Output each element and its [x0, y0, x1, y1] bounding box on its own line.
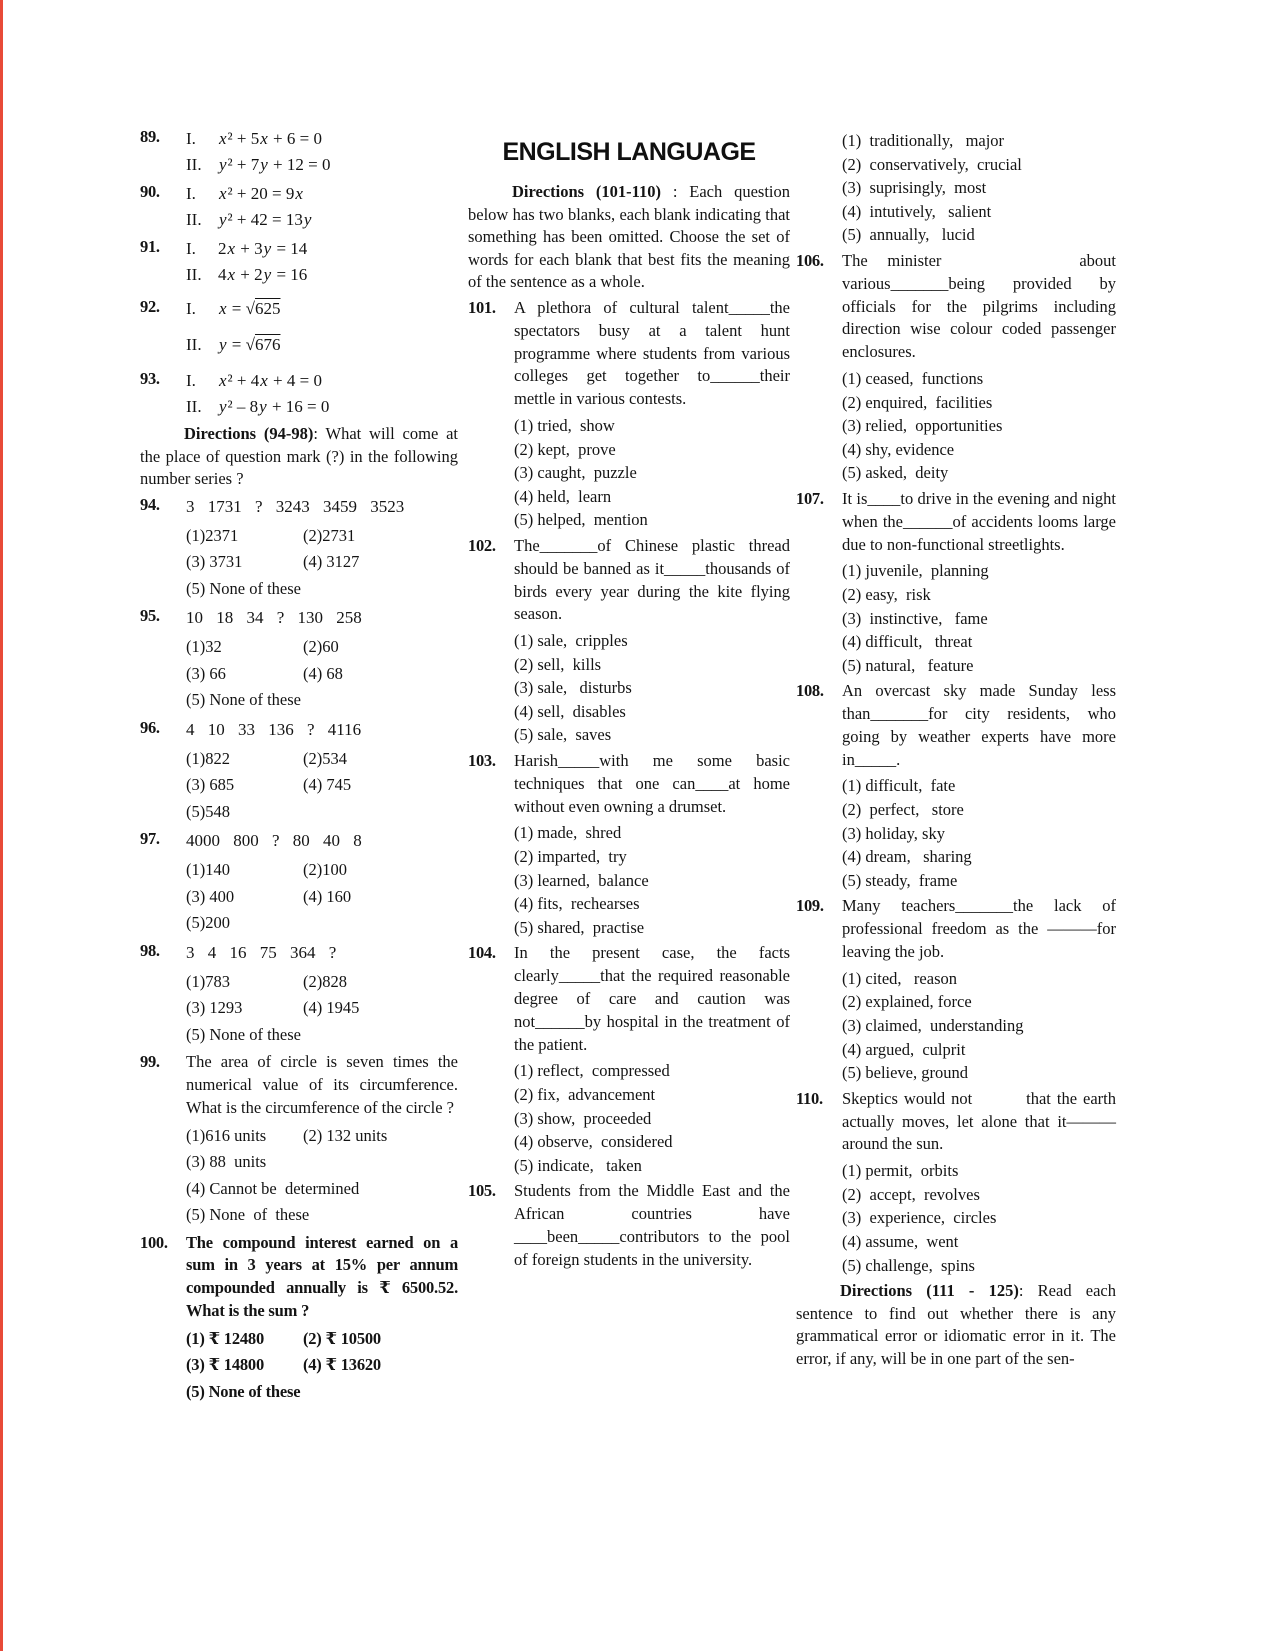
question-number: 96. [140, 717, 160, 737]
option-row [842, 1159, 1116, 1183]
equation-row [186, 296, 458, 322]
option: (3) 3731 [186, 552, 243, 572]
option-row [514, 653, 790, 677]
option: (3) instinctive, fame [842, 608, 988, 628]
option: (5) shared, practise [514, 917, 645, 937]
equation-label: I. [186, 371, 196, 390]
question [796, 895, 1116, 1084]
option-row [842, 798, 1116, 822]
question-body [514, 297, 790, 532]
question-text: An overcast sky made Sunday less than_______for city residents, who going by weather experts have more in_____. [842, 681, 1116, 769]
option: (3) 66 [186, 663, 226, 683]
question-text: The area of circle is seven times the numerical value of its circumference. What is the circumference of the circle ? [186, 1052, 458, 1117]
option: (3) experience, circles [842, 1208, 997, 1228]
option-row [842, 822, 1116, 846]
option: (4) shy, evidence [842, 439, 955, 459]
options [186, 634, 458, 714]
equation: y² + 42 = 13y [219, 210, 312, 229]
option: (5) None of these [186, 690, 302, 710]
option-row [842, 583, 1116, 607]
option: (1)32 [186, 637, 222, 657]
question-text: It is____to drive in the evening and night when the______of accidents looms large due to non-functional streetlights. [842, 488, 1116, 554]
left-margin-line [0, 0, 3, 1651]
question-body [186, 940, 458, 1049]
directions-label: Directions (111 - 125) [840, 1281, 1019, 1301]
directions-text: Directions (101-110) : Each question below has two blanks, each blank indicating that something has been omitted. Choose the set of words for each blank that best fits the meaning of the sentence as a whole. [468, 182, 790, 292]
equation-label: I. [186, 299, 196, 318]
question-body [842, 488, 1116, 677]
options [514, 414, 790, 532]
question-body [186, 828, 458, 937]
option: (1) made, shred [514, 823, 622, 843]
equation-label: II. [186, 397, 202, 416]
question-number: 105. [468, 1181, 496, 1201]
equation-row [186, 181, 458, 207]
question [140, 717, 458, 826]
question-body [514, 1180, 790, 1271]
option: (5) asked, deity [842, 463, 949, 483]
equation: y² – 8y + 16 = 0 [219, 397, 330, 416]
question-body [842, 250, 1116, 485]
option-row [186, 1326, 458, 1353]
option: (3) show, proceeded [514, 1108, 652, 1128]
equation-label: II. [186, 210, 202, 229]
question-number: 99. [140, 1052, 160, 1072]
question-body [514, 535, 790, 747]
question [796, 488, 1116, 677]
question-text: The_______of Chinese plastic thread should be banned as it_____thousands of birds every year during the kite flying season. [514, 535, 790, 624]
option: (2) easy, risk [842, 584, 931, 604]
directions-label: Directions (101-110) [512, 182, 662, 201]
options [514, 821, 790, 939]
option: (1) cited, reason [842, 968, 957, 988]
question [796, 1088, 1116, 1277]
options [842, 559, 1116, 677]
question [140, 368, 458, 420]
option: (2) sell, kills [514, 654, 602, 674]
equation: 4x + 2y = 16 [218, 265, 308, 284]
options [842, 367, 1116, 485]
option-row [514, 676, 790, 700]
option-row [842, 607, 1116, 631]
option-row [186, 1379, 458, 1406]
option-row [514, 821, 790, 845]
option-row [514, 629, 790, 653]
equation: x² + 4x + 4 = 0 [219, 371, 322, 390]
option-row [514, 414, 790, 438]
option-row [842, 438, 1116, 462]
question-body [842, 129, 1116, 247]
option: (2) explained, force [842, 992, 972, 1012]
equation-row [186, 126, 458, 152]
question-body [842, 1088, 1116, 1277]
question-number: 95. [140, 606, 160, 626]
option: (4) Cannot be determined [186, 1178, 360, 1198]
question [468, 1180, 790, 1271]
equation-label: I. [186, 239, 196, 258]
option: (2)828 [302, 971, 347, 991]
option-row [186, 576, 458, 603]
option: (3) 88 units [186, 1152, 267, 1172]
option: (1) traditionally, major [842, 131, 1005, 150]
equation: x² + 5x + 6 = 0 [219, 129, 322, 148]
question-body [186, 717, 458, 826]
question-number: 90. [140, 182, 160, 201]
option: (3) caught, puzzle [514, 463, 637, 483]
option-row [186, 884, 458, 911]
option-row [514, 1130, 790, 1154]
option: (3) claimed, understanding [842, 1016, 1024, 1036]
options [186, 857, 458, 937]
option-row [186, 969, 458, 996]
option-row [842, 967, 1116, 991]
question-text: The compound interest earned on a sum in 3 years at 15% per annum compounded annually is ₹ 6500.52. What is the sum ? [186, 1232, 458, 1321]
equation-row [186, 368, 458, 394]
equation-label: I. [186, 184, 196, 203]
equation: y² + 7y + 12 = 0 [219, 155, 331, 174]
equation-row [186, 236, 458, 262]
equation-row [186, 262, 458, 288]
option: (2) imparted, try [514, 847, 627, 867]
option: (3) learned, balance [514, 870, 649, 890]
question-number: 106. [796, 250, 824, 270]
option-row [186, 1123, 458, 1150]
option: (5) None of these [186, 1381, 301, 1401]
option-row [514, 1107, 790, 1131]
number-series: 4000 800 ? 80 40 8 [186, 831, 362, 851]
option: (4) 1945 [302, 998, 360, 1018]
option-row [842, 1038, 1116, 1062]
options [186, 523, 458, 603]
option-row [514, 892, 790, 916]
option: (2) ₹ 10500 [302, 1328, 381, 1348]
option: (3) relied, opportunities [842, 416, 1003, 436]
option: (4) fits, rechearses [514, 894, 640, 914]
option-row [186, 549, 458, 576]
option: (5) annually, lucid [842, 225, 975, 245]
question-number: 101. [468, 297, 496, 317]
question [468, 297, 790, 532]
option-row [842, 391, 1116, 415]
equation-label: I. [186, 129, 196, 148]
question-number: 93. [140, 369, 160, 388]
equation: 2x + 3y = 14 [218, 239, 308, 258]
option: (3) 685 [186, 775, 235, 795]
option-row [842, 153, 1116, 177]
option: (4) dream, sharing [842, 847, 972, 867]
question [140, 296, 458, 358]
question [796, 250, 1116, 485]
equation-label: II. [186, 335, 202, 354]
question-number: 108. [796, 681, 824, 701]
question-number: 109. [796, 896, 824, 916]
options [842, 1159, 1116, 1277]
option: (1) reflect, compressed [514, 1061, 670, 1081]
options [842, 774, 1116, 892]
option-row [514, 700, 790, 724]
option-row [842, 1230, 1116, 1254]
option: (5) None of these [186, 1205, 310, 1225]
option: (1)140 [186, 860, 230, 880]
option: (5)200 [186, 913, 230, 933]
question [140, 236, 458, 288]
options [186, 746, 458, 826]
option-row [842, 367, 1116, 391]
option: (2) conservatively, crucial [842, 154, 1022, 174]
option-row [186, 634, 458, 661]
option: (4) assume, went [842, 1231, 959, 1251]
option-row [842, 414, 1116, 438]
option: (5) natural, feature [842, 655, 974, 675]
option: (2) accept, revolves [842, 1184, 980, 1204]
option: (2) fix, advancement [514, 1085, 656, 1105]
option: (4) held, learn [514, 486, 612, 506]
option-row [514, 508, 790, 532]
option: (5) None of these [186, 1024, 302, 1044]
option-row [842, 1254, 1116, 1278]
question [796, 680, 1116, 892]
question [140, 1051, 458, 1228]
question-text: Students from the Middle East and the African countries have ____been_____contributors to the pool of foreign students in the university. [514, 1181, 790, 1269]
equation-row [186, 207, 458, 233]
option: (4) 68 [302, 663, 343, 683]
question-text: A plethora of cultural talent_____the spectators busy at a talent hunt programme where students from various colleges get together to______their mettle in various contests. [514, 297, 790, 409]
option-row [186, 995, 458, 1022]
option: (1)616 units [186, 1125, 267, 1145]
question-body [186, 494, 458, 603]
option-row [842, 1061, 1116, 1085]
column-quant-questions [140, 126, 458, 1408]
option: (4) sell, disables [514, 701, 626, 721]
option: (4) 745 [302, 775, 352, 795]
option-row [842, 1183, 1116, 1207]
option: (1) juvenile, planning [842, 561, 989, 581]
directions-label: Directions (94-98) [184, 424, 314, 443]
option-row [842, 845, 1116, 869]
options [186, 1123, 458, 1229]
options [842, 129, 1116, 247]
equation: y = √676 [219, 335, 281, 354]
column-english-language [468, 138, 790, 1275]
option-row [842, 200, 1116, 224]
option-row [842, 129, 1116, 153]
section-title: ENGLISH LANGUAGE [502, 138, 756, 166]
question [140, 828, 458, 937]
option: (2) enquired, facilities [842, 392, 993, 412]
option-row [186, 1149, 458, 1176]
equation: x = √625 [219, 299, 281, 318]
option: (2) 132 units [302, 1125, 388, 1145]
option: (4) observe, considered [514, 1132, 673, 1152]
question [140, 494, 458, 603]
question-number: 98. [140, 940, 160, 960]
options [186, 969, 458, 1049]
option: (4) intutively, salient [842, 201, 992, 221]
question [140, 940, 458, 1049]
number-series: 4 10 33 136 ? 4116 [186, 719, 362, 739]
option-row [514, 1083, 790, 1107]
question-number: 104. [468, 943, 496, 963]
option-row [842, 1014, 1116, 1038]
options [514, 1059, 790, 1177]
option-row [514, 845, 790, 869]
option-row [842, 990, 1116, 1014]
number-series: 3 1731 ? 3243 3459 3523 [186, 496, 405, 516]
option: (5) helped, mention [514, 510, 648, 530]
question-body [186, 605, 458, 714]
option: (5) sale, saves [514, 725, 612, 745]
question-number: 97. [140, 829, 160, 849]
option-row [842, 176, 1116, 200]
question-body [842, 680, 1116, 892]
option-row [842, 654, 1116, 678]
option: (4) 3127 [302, 552, 360, 572]
question-body [186, 1232, 458, 1406]
question-body [514, 942, 790, 1177]
option: (1) permit, orbits [842, 1161, 959, 1181]
option: (1) difficult, fate [842, 776, 956, 796]
option-row [186, 661, 458, 688]
question-text: Harish_____with me some basic techniques that one can____at home without even owning a drumset. [514, 751, 790, 816]
option: (3) ₹ 14800 [186, 1355, 265, 1375]
question-number: 100. [140, 1232, 168, 1252]
option-row [186, 857, 458, 884]
options [186, 1326, 458, 1406]
option: (3) 1293 [186, 998, 243, 1018]
question-number: 91. [140, 237, 160, 256]
option: (5) steady, frame [842, 870, 958, 890]
option-row [842, 461, 1116, 485]
equation-row [186, 394, 458, 420]
option: (1)2371 [186, 525, 239, 545]
option-row [514, 916, 790, 940]
option: (5) challenge, spins [842, 1255, 975, 1275]
question-number: 102. [468, 535, 496, 555]
option-row [186, 1352, 458, 1379]
option: (2)100 [302, 860, 347, 880]
option-row [186, 1176, 458, 1203]
option: (2) perfect, store [842, 800, 964, 820]
question-body [186, 1051, 458, 1228]
number-series: 3 4 16 75 364 ? [186, 942, 337, 962]
question [468, 535, 790, 747]
option-row [514, 461, 790, 485]
options [842, 967, 1116, 1085]
column-right-questions [796, 126, 1116, 1374]
option: (4) 160 [302, 886, 352, 906]
question [796, 129, 1116, 247]
option-row [842, 223, 1116, 247]
question-body [514, 750, 790, 939]
question [468, 942, 790, 1177]
option: (2)2731 [302, 525, 356, 545]
option: (5) indicate, taken [514, 1155, 642, 1175]
english-questions [468, 181, 790, 1272]
option-row [842, 630, 1116, 654]
number-series: 10 18 34 ? 130 258 [186, 608, 362, 628]
question-number: 110. [796, 1088, 823, 1108]
option: (3) sale, disturbs [514, 678, 632, 698]
directions-text: Directions (111 - 125): Read each sentence to find out whether there is any grammatical error or idiomatic error in it. The error, if any, will be in one part of the sen- [796, 1281, 1116, 1368]
option-row [514, 1154, 790, 1178]
option-row [514, 723, 790, 747]
option-row [514, 438, 790, 462]
option: (2)60 [302, 637, 339, 657]
question-text: Skeptics would not that the earth actually moves, let alone that it———around the sun. [842, 1088, 1116, 1154]
option: (1) ceased, functions [842, 368, 984, 388]
question-number: 107. [796, 488, 824, 508]
question-number: 103. [468, 751, 496, 771]
option-row [186, 1022, 458, 1049]
option-row [186, 799, 458, 826]
option-row [186, 772, 458, 799]
question [140, 181, 458, 233]
option: (3) 400 [186, 886, 235, 906]
question [468, 750, 790, 939]
option: (3) holiday, sky [842, 823, 945, 843]
option-row [186, 910, 458, 937]
option: (4) ₹ 13620 [302, 1355, 381, 1375]
option-row [514, 869, 790, 893]
question [140, 1232, 458, 1406]
option-row [186, 523, 458, 550]
option: (1) tried, show [514, 415, 615, 435]
option-row [514, 485, 790, 509]
option: (4) difficult, threat [842, 632, 973, 652]
question-text: In the present case, the facts clearly_____that the required reasonable degree of care and caution was not______by hospital in the treatment of the patient. [514, 943, 790, 1054]
option-row [514, 1059, 790, 1083]
option-row [186, 746, 458, 773]
options [514, 629, 790, 747]
equation-label: II. [186, 265, 202, 284]
question-number: 94. [140, 494, 160, 514]
question-text: The minister about various_______being provided by officials for the pilgrims including direction wise colour coded passenger enclosures. [842, 250, 1116, 362]
option: (1)783 [186, 971, 230, 991]
question [140, 126, 458, 178]
option-row [842, 774, 1116, 798]
option: (4) argued, culprit [842, 1039, 966, 1059]
option-row [186, 687, 458, 714]
option: (2) kept, prove [514, 439, 616, 459]
option: (5) None of these [186, 578, 302, 598]
question-number: 92. [140, 297, 160, 316]
option-row [842, 1206, 1116, 1230]
option: (1)822 [186, 748, 230, 768]
equation: x² + 20 = 9x [219, 184, 303, 203]
option: (1) ₹ 12480 [186, 1328, 265, 1348]
option: (3) suprisingly, most [842, 178, 987, 198]
question [140, 605, 458, 714]
option-row [842, 559, 1116, 583]
option: (5)548 [186, 801, 230, 821]
directions-text: Directions (94-98): What will come at the place of question mark (?) in the following number series ? [140, 424, 458, 489]
question-text: Many teachers_______the lack of professional freedom as the ———for leaving the job. [842, 896, 1116, 962]
option-row [842, 869, 1116, 893]
option-row [186, 1202, 458, 1229]
equation-row [186, 152, 458, 178]
equation-row [186, 332, 458, 358]
option: (5) believe, ground [842, 1063, 968, 1083]
question-number: 89. [140, 127, 160, 146]
question-body [842, 895, 1116, 1084]
option: (2)534 [302, 748, 347, 768]
option: (1) sale, cripples [514, 631, 628, 651]
equation-label: II. [186, 155, 202, 174]
